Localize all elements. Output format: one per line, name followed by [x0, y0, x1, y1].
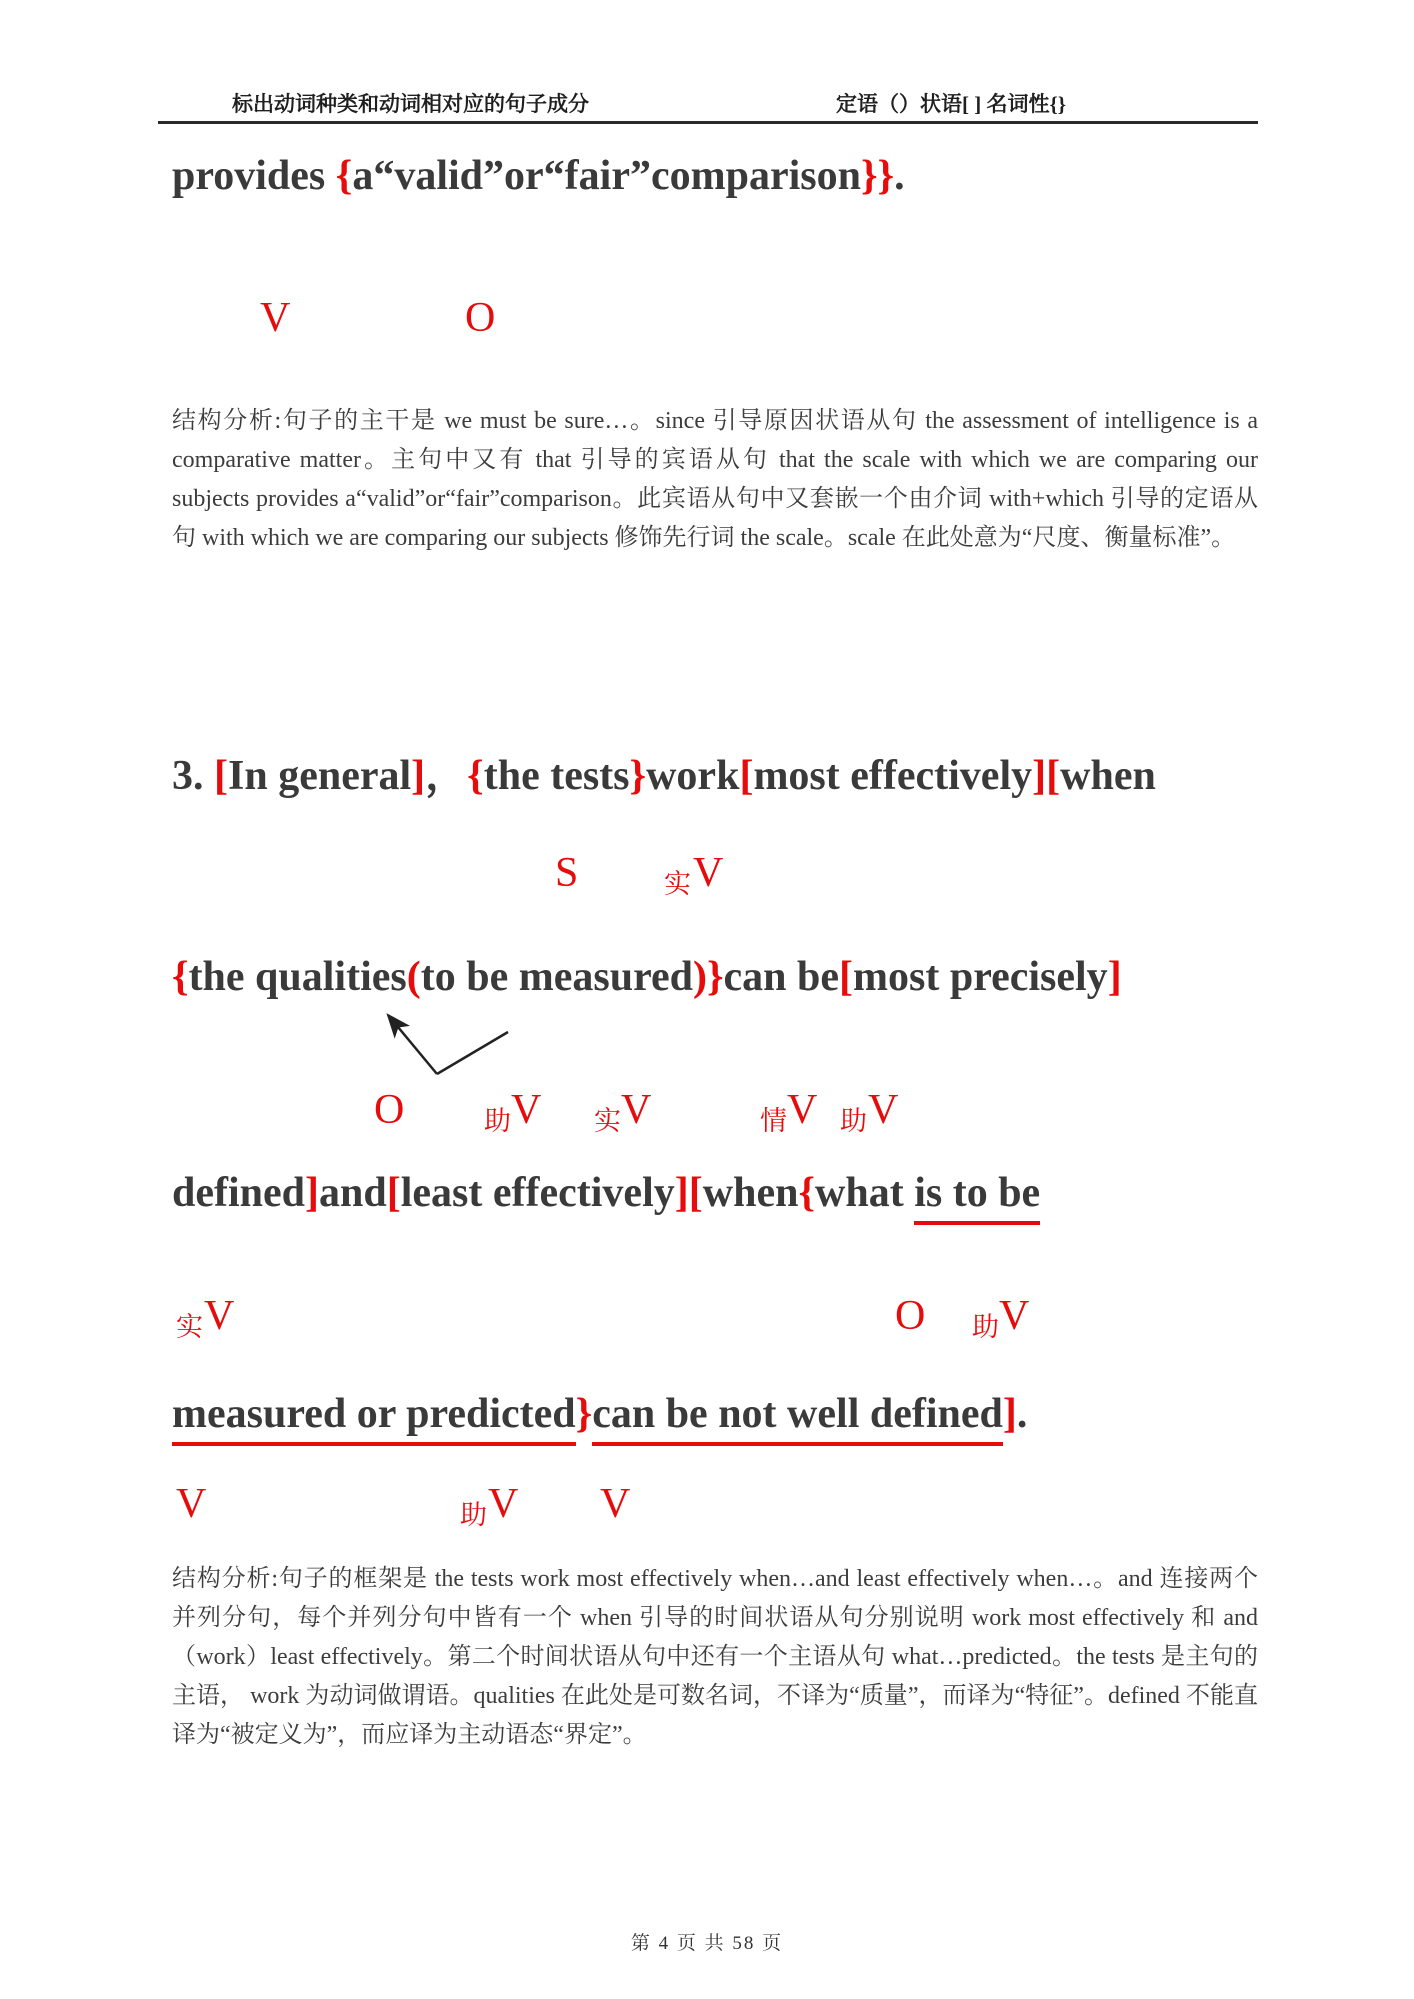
annotation-row [0, 1480, 1414, 1536]
item-number: 3. [172, 753, 214, 799]
verb-label: V [999, 1293, 1030, 1339]
verb-label: V [260, 295, 291, 341]
bracket-close: ] [1002, 1391, 1017, 1437]
header-rule [158, 121, 1258, 124]
text-segment: most effectively [753, 753, 1033, 799]
text-segment: the tests [483, 753, 630, 799]
auxiliary-verb-cn-label: 助 [460, 1500, 487, 1530]
brace-open: { [467, 753, 484, 799]
subject-label: S [555, 850, 579, 896]
text-segment: to be measured [420, 954, 693, 1000]
text-segment: can be [723, 954, 840, 1000]
notional-verb-cn-label: 实 [176, 1312, 203, 1342]
text-segment: a“valid”or“fair”comparison [352, 153, 861, 199]
text-segment: and [319, 1170, 387, 1216]
bracket-close: ] [305, 1170, 320, 1216]
verb-label: V [488, 1481, 519, 1527]
modal-verb-cn-label: 情 [760, 1106, 787, 1136]
text-segment: In general [228, 753, 412, 799]
qualities-pointer-arrows [372, 1004, 532, 1082]
brace-open: { [335, 153, 353, 199]
bracket-close: ] [674, 1170, 689, 1216]
sentence-3-line-4 [172, 1390, 1027, 1438]
verb-label: V [176, 1481, 207, 1527]
object-label: O [465, 295, 496, 341]
underlined-segment: measured or predicted [172, 1391, 576, 1446]
notional-verb-cn-label: 实 [664, 869, 691, 899]
verb-label: V [204, 1293, 235, 1339]
analysis-paragraph: 结构分析:句子的主干是 we must be sure…。since 引导原因状语从句 the assessment of intelligence is a comparative matter。主句中又有 that 引导的宾语从句 that the scale with which we are comparing our subjects provides a“valid”or“fair”comparison。此宾语从句中又套嵌一个由介词 with+which 引导的定语从句 with which we are comparing our subjects 修饰先行词 the scale。scale 在此处意为“尺度、衡量标准”。 [172, 408, 1258, 551]
brace-close: } [629, 753, 647, 799]
text-segment: when [702, 1170, 799, 1216]
text-segment: work [646, 753, 740, 799]
text-segment: when [1060, 753, 1156, 799]
verb-label: V [693, 850, 724, 896]
paren-close: ) [692, 954, 707, 1000]
header-instruction: 标出动词种类和动词相对应的句子成分 [232, 92, 589, 116]
verb-label: V [600, 1481, 631, 1527]
text-segment: provides [172, 153, 336, 199]
annotation-row [0, 1086, 1414, 1142]
auxiliary-verb-cn-label: 助 [484, 1106, 511, 1136]
comma: ， [425, 753, 468, 799]
bracket-open: [ [1046, 753, 1061, 799]
brace-open: { [798, 1170, 816, 1216]
page-number: 第 4 页 共 58 页 [630, 1933, 784, 1954]
verb-label: V [621, 1087, 652, 1133]
verb-label: V [868, 1087, 899, 1133]
analysis-paragraph: 结构分析:句子的框架是 the tests work most effectively when…and least effectively when…。and 连接两个并列分句，每个并列分句中皆有一个 when 引导的时间状语从句分别说明 work most effectively 和 and（work）least effectively。第二个时间状语从句中还有一个主语从句 what…predicted。the tests 是主句的主语， work 为动词做谓语。qualities 在此处是可数名词，不译为“质量”，而译为“特征”。defined 不能直译为“被定义为”，而应译为主动语态“界定”。 [172, 1566, 1258, 1748]
bracket-open: [ [214, 753, 228, 799]
sentence-3-line-3 [172, 1169, 1040, 1217]
verb-label: V [787, 1087, 818, 1133]
auxiliary-verb-cn-label: 助 [840, 1106, 867, 1136]
bracket-close: ] [1107, 954, 1122, 1000]
bracket-open: [ [386, 1170, 401, 1216]
object-label: O [895, 1293, 926, 1339]
sentence-3-line-1 [172, 742, 1156, 802]
brace-open: { [172, 954, 189, 1000]
period: . [894, 153, 905, 199]
notional-verb-cn-label: 实 [594, 1106, 621, 1136]
header-legend: 定语（）状语[ ] 名词性{} [836, 92, 1067, 116]
underlined-segment: is to be [914, 1170, 1040, 1225]
text-segment: what [815, 1170, 915, 1216]
underlined-segment: can be not well defined [592, 1391, 1003, 1446]
period: . [1016, 1391, 1028, 1437]
sentence-provides [172, 152, 905, 200]
auxiliary-verb-cn-label: 助 [972, 1312, 999, 1342]
bracket-open: [ [739, 753, 754, 799]
brace-close: } [575, 1391, 593, 1437]
text-segment: defined [172, 1170, 306, 1216]
annotation-row [0, 294, 1414, 350]
bracket-open: [ [839, 954, 854, 1000]
verb-label: V [511, 1087, 542, 1133]
bracket-close: ] [411, 753, 426, 799]
bracket-close: ] [1032, 753, 1047, 799]
brace-close: } [706, 954, 724, 1000]
text-segment: least effectively [400, 1170, 675, 1216]
paren-open: ( [406, 954, 421, 1000]
text-segment: the qualities [188, 954, 407, 1000]
annotation-row [0, 1292, 1414, 1348]
sentence-3-line-2 [172, 953, 1122, 1001]
annotation-row [0, 849, 1414, 905]
text-segment: most precisely [853, 954, 1108, 1000]
brace-close: }} [860, 153, 895, 199]
object-label: O [374, 1087, 405, 1133]
bracket-open: [ [688, 1170, 703, 1216]
